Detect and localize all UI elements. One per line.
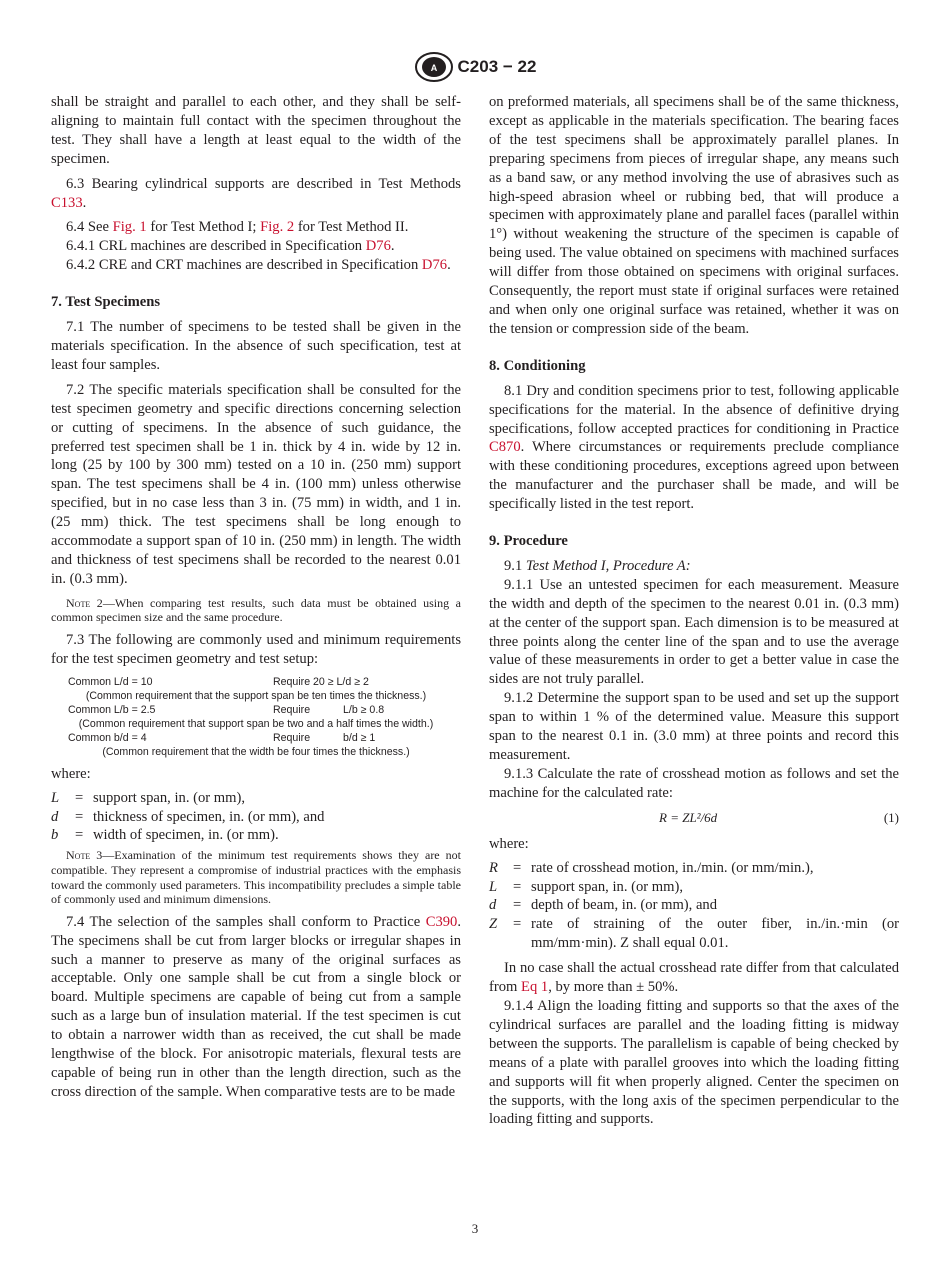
link-c390[interactable]: C390 [425,913,458,930]
section-7-3: 7.3 The following are commonly used and minimum requirements for the test specimen geometry and test setup: [51,631,461,667]
section-9-1-2: 9.1.2 Determine the support span to be used and set up the support span to within 1 % of the determined value. Measure this support span to the nearest 0.1 in. (3.0 mm) at three points and record this measurement. [489,690,899,763]
page-header [0,50,950,84]
astm-logo-icon [414,51,454,83]
crosshead-rate-paragraph: In no case shall the actual crosshead rate differ from that calculated from Eq 1, by more than ± 50%. [489,960,899,996]
definition: Z = rate of straining of the outer fiber, in./in.·min (or mm/mm·min). Z shall equal 0.01. [489,916,899,952]
section-heading-7: 7. Test Specimens [51,294,161,311]
definition: R = rate of crosshead motion, in./min. (or mm/min.), [489,859,814,876]
requirements-block: Common L/d = 10 Require 20 ≥ L/d ≥ 2 (Common requirement that the support span be ten times the thickness.) Common L/b = 2.5 Require L/b ≥ 0.8 (Common requirement that support span be two and a half times the width.) Common b/d = 4 Require b/d ≥ 1 (Common requirement that the width be four times the thickness.) [68,675,434,758]
section-9-1-1: 9.1.1 Use an untested specimen for each measurement. Measure the width and depth of the specimen to the nearest 0.01 in. (0.3 mm) at the center of the support span. Each dimension is to be measured at three points along the center line of the span and to use the average value of these measurements in order to get a better value in case the sides are not truly parallel. [489,576,899,688]
definition: L = support span, in. (or mm), [51,789,246,806]
paragraph-continuation: on preformed materials, all specimens shall be of the same thickness, except as applicable in the materials specification. The bearing faces of the test specimens shall be approximately parallel planes. In preparing specimens from pieces of irregular shape, any means such as a band saw, or any method involving the use of abrasives such as high-speed abrasion wheel or rubbing bed, that will produce a specimen with approximately plane and parallel faces (parallel within 1°) without weakening the structure of the specimen is capable of being used. The value obtained on specimens with machined surfaces will differ from those obtained on specimens with original surfaces. Consequently, the report must state if original surfaces were retained and when only one original surface was retained, whether it was on the tension or compression side of the beam. [489,94,899,337]
link-fig-2[interactable]: Fig. 2 [260,219,295,236]
section-7-2: 7.2 The specific materials specification shall be consulted for the test specimen geometry and specific directions concerning selection or cutting of specimens. In the absence of such guidance, the preferred test specimen shall be 1 in. thick by 4 in. wide by 12 in. long (25 by 100 by 300 mm) tested on a 10 in. (250 mm) support span. The test specimens shall be 4 in. (100 mm) unless otherwise specified, but in no case less than 3 in. (75 mm) in width, and 1 in. (25 mm) thick. The test specimens shall be long enough to accommodate a support span of 10 in. (250 mm) in length. The width and thickness of test specimens shall be recorded to the nearest 0.01 in. (0.3 mm). [51,381,461,587]
definition-list [489,859,899,954]
link-fig-1[interactable]: Fig. 1 [112,219,147,236]
paragraph-continuation: shall be straight and parallel to each other, and they shall be self-aligning to maintain full contact with the specimen throughout the test. They shall have a length at least equal to the width of the specimen. [51,94,461,167]
link-eq-1[interactable]: Eq 1 [521,979,549,996]
link-d76[interactable]: D76 [365,238,391,255]
definition: d = depth of beam, in. (or mm), and [489,897,718,914]
section-9-1-3: 9.1.3 Calculate the rate of crosshead motion as follows and set the machine for the calculated rate: [489,765,899,801]
section-7-4: 7.4 The selection of the samples shall conform to Practice C390. The specimens shall be cut from larger blocks or irregular shapes in such a manner to preserve as many of the original surfaces as acceptable. Only one sample shall be cut from a single block or board. Multiple specimens are capable of being cut from a sample such as a large bun of insulation material. If the test specimen is cut to obtain a narrower width than as received, the cut shall be made lengthwise of the block. For anisotropic materials, flexural tests are capable of being run in other than the length direction, such as the cross direction of the sample. When comparative tests are to be made [51,913,461,1100]
link-c133[interactable]: C133 [51,194,83,211]
section-9-1: 9.1 Test Method I, Procedure A: [504,557,691,574]
section-6-4-1: 6.4.1 CRL machines are described in Specification D76. [66,238,395,255]
section-6-3: 6.3 Bearing cylindrical supports are described in Test Methods C133. [51,175,461,211]
section-6-4: 6.4 See Fig. 1 for Test Method I; Fig. 2 for Test Method II. [66,219,409,236]
note-3: Note 3—Examination of the minimum test requirements shows they are not compatible. They represent a compromise of industrial practices with the emphasis toward the commonly used parameters. This incompatibility precludes a simple table of commonly used and minimum dimensions. [51,848,461,907]
svg-text:A: A [430,63,437,73]
where-label: where: [51,765,91,782]
definition: d = thickness of specimen, in. (or mm), and [51,808,325,825]
document-designation: C203 − 22 [457,57,537,76]
definition: L = support span, in. (or mm), [489,878,684,895]
link-d76[interactable]: D76 [421,257,448,274]
where-label: where: [489,835,529,852]
link-c870[interactable]: C870 [489,439,521,456]
note-2: Note 2—When comparing test results, such data must be obtained using a common specimen size and the same procedure. [51,595,461,625]
section-9-1-4: 9.1.4 Align the loading fitting and supports so that the axes of the cylindrical surfaces are parallel and the loading fitting is midway between the supports. The parallelism is capable of being checked by means of a plate with parallel grooves into which the loading fitting and supports will fit when properly aligned. Center the specimen on the supports, with the long axis of the specimen perpendicular to the loading fitting and supports. [489,997,899,1128]
section-heading-8: 8. Conditioning [489,357,586,374]
equation-number: (1) [883,809,899,825]
section-7-1: 7.1 The number of specimens to be tested shall be given in the materials specification. In the absence of such specification, test at least four samples. [51,319,461,373]
definition: b = width of specimen, in. (or mm). [51,827,279,844]
equation-1 [489,809,899,829]
section-8-1: 8.1 Dry and condition specimens prior to test, following applicable specifications for the material. In the absence of definitive drying specifications, follow accepted practices for conditioning in Practice C870. Where circumstances or requirements preclude compliance with these conditioning procedures, exceptions agreed upon between the manufacturer and the purchaser shall be made, and will be specifically listed in the test report. [489,382,899,513]
section-6-4-2: 6.4.2 CRE and CRT machines are described in Specification D76. [66,257,451,274]
right-column [489,93,899,1129]
page-number: 3 [471,1221,479,1236]
definition-list [51,789,461,846]
equation-formula: R = ZL²/6d [659,809,718,825]
section-heading-9: 9. Procedure [489,533,568,550]
left-column [51,93,461,1102]
